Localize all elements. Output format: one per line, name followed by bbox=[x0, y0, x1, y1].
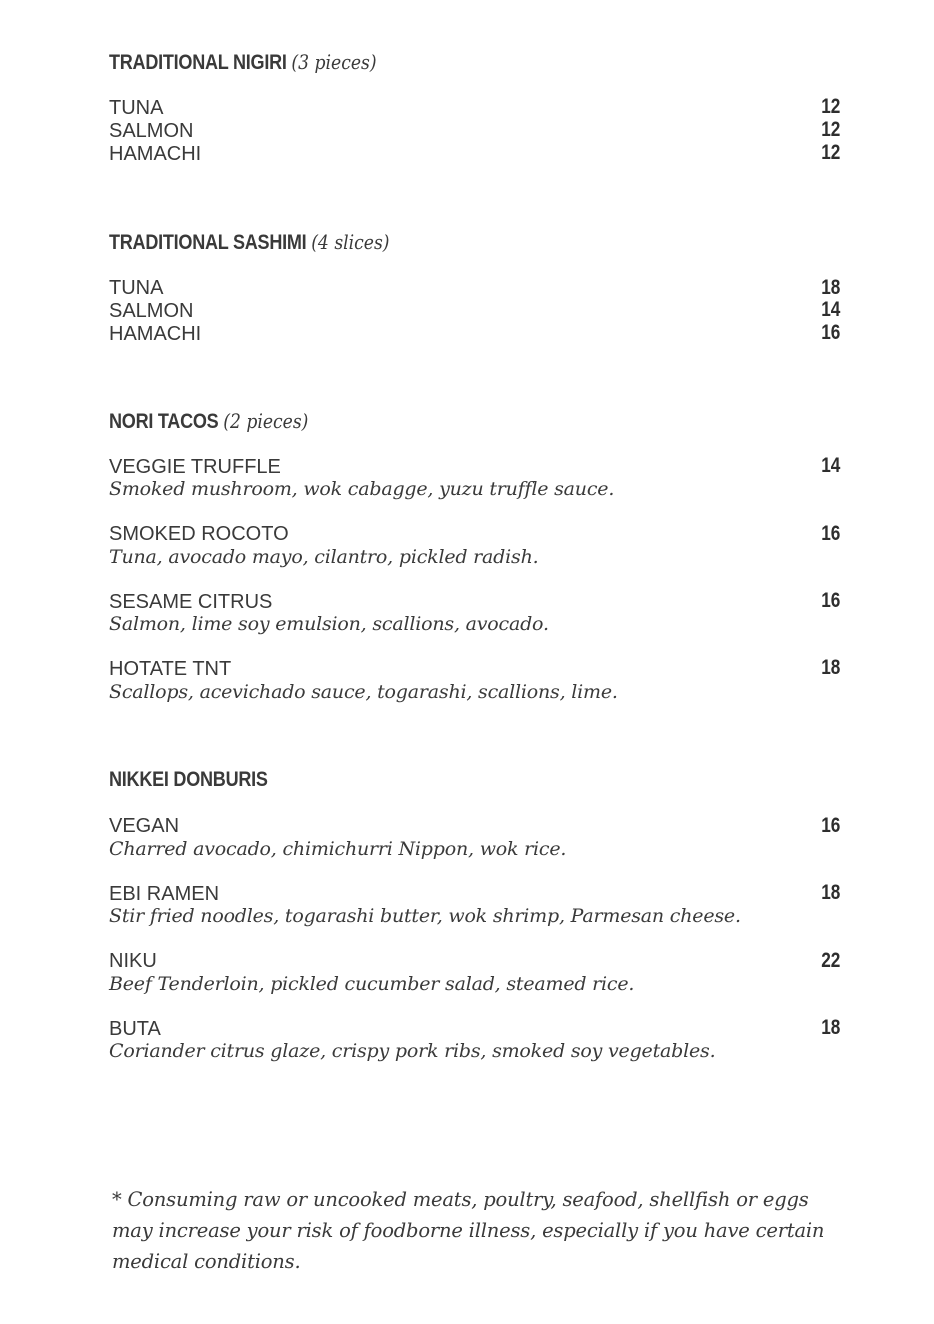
section-title-text: TRADITIONAL NIGIRI bbox=[109, 51, 287, 74]
menu-item-price: 16 bbox=[820, 321, 840, 344]
section-title-text: NIKKEI DONBURIS bbox=[109, 768, 268, 791]
menu-item-description: Scallops, acevichado sauce, togarashi, scallions, lime. bbox=[109, 681, 618, 703]
section-title-nori-tacos bbox=[109, 409, 308, 434]
menu-item-price: 12 bbox=[820, 141, 840, 164]
section-title-traditional-sashimi bbox=[109, 230, 390, 255]
menu-item-description: Smoked mushroom, wok cabagge, yuzu truffle sauce. bbox=[109, 478, 615, 500]
menu-item-price: 14 bbox=[820, 454, 840, 477]
menu-item-description: Tuna, avocado mayo, cilantro, pickled radish. bbox=[109, 546, 539, 568]
menu-item-price: 12 bbox=[820, 95, 840, 118]
menu-item-name: SESAME CITRUS bbox=[109, 591, 273, 613]
menu-item-price: 18 bbox=[820, 1016, 840, 1039]
section-portion-note: (2 pieces) bbox=[223, 409, 309, 433]
menu-item-name: SMOKED ROCOTO bbox=[109, 523, 289, 545]
menu-item-name: HAMACHI bbox=[109, 323, 202, 345]
menu-item-name: HAMACHI bbox=[109, 143, 202, 165]
menu-item-name: SALMON bbox=[109, 120, 194, 142]
menu-item-price: 16 bbox=[820, 814, 840, 837]
menu-item-price: 16 bbox=[820, 522, 840, 545]
menu-item-name: TUNA bbox=[109, 277, 164, 299]
menu-item-name: NIKU bbox=[109, 950, 157, 972]
menu-item-price: 14 bbox=[820, 298, 840, 321]
menu-item-name: SALMON bbox=[109, 300, 194, 322]
menu-item-price: 12 bbox=[820, 118, 840, 141]
menu-item-description: Coriander citrus glaze, crispy pork ribs, smoked soy vegetables. bbox=[109, 1040, 716, 1062]
menu-item-name: VEGGIE TRUFFLE bbox=[109, 456, 281, 478]
food-safety-disclaimer: * Consuming raw or uncooked meats, poultry, seafood, shellfish or eggs may increase your risk of foodborne illness, especially if you have certain medical conditions. bbox=[112, 1188, 825, 1273]
section-title-nikkei-donburis bbox=[109, 768, 268, 792]
menu-item-name: HOTATE TNT bbox=[109, 658, 232, 680]
menu-item-price: 18 bbox=[820, 276, 840, 299]
menu-page bbox=[109, 0, 840, 1324]
menu-item-description: Charred avocado, chimichurri Nippon, wok rice. bbox=[109, 838, 567, 860]
menu-item-description: Salmon, lime soy emulsion, scallions, avocado. bbox=[109, 613, 549, 635]
menu-item-name: BUTA bbox=[109, 1018, 161, 1040]
menu-item-name: EBI RAMEN bbox=[109, 883, 220, 905]
section-title-text: TRADITIONAL SASHIMI bbox=[109, 231, 307, 254]
menu-item-name: TUNA bbox=[109, 97, 164, 119]
menu-item-description: Beef Tenderloin, pickled cucumber salad, steamed rice. bbox=[109, 973, 635, 995]
menu-item-price: 18 bbox=[820, 881, 840, 904]
menu-item-price: 18 bbox=[820, 656, 840, 679]
section-portion-note: (4 slices) bbox=[311, 230, 390, 254]
menu-item-price: 22 bbox=[820, 949, 840, 972]
menu-item-price: 16 bbox=[820, 589, 840, 612]
section-title-traditional-nigiri bbox=[109, 50, 377, 75]
section-title-text: NORI TACOS bbox=[109, 410, 219, 433]
menu-item-description: Stir fried noodles, togarashi butter, wok shrimp, Parmesan cheese. bbox=[109, 905, 741, 927]
section-portion-note: (3 pieces) bbox=[291, 50, 377, 74]
menu-item-name: VEGAN bbox=[109, 815, 180, 837]
